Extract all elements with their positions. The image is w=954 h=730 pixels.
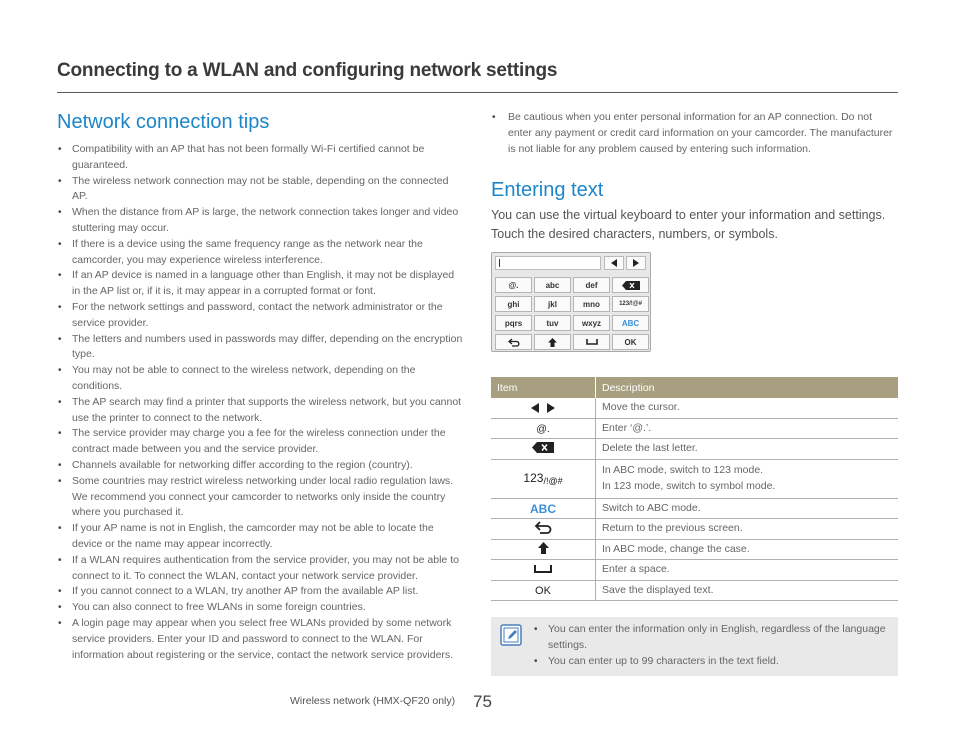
caution-list — [491, 110, 898, 157]
key-backspace — [612, 277, 649, 293]
backspace-icon — [622, 281, 640, 290]
page-title: Connecting to a WLAN and configuring network settings — [57, 60, 558, 81]
cursor-left-button — [604, 256, 624, 270]
row-description: In 123 mode, switch to symbol mode. — [602, 479, 776, 492]
page-number: 75 — [473, 692, 492, 711]
space-icon — [586, 339, 598, 345]
row-item: @. — [491, 418, 596, 439]
column-header-description: Description — [596, 377, 899, 398]
table-row — [491, 398, 898, 418]
list-item: • The AP search may find a printer that supports the wireless network, but you cannot use the printer to connect to the network. — [57, 395, 463, 427]
key-def: def — [573, 277, 610, 293]
list-item: • Channels available for networking differ according to the region (country). — [57, 458, 463, 474]
title-divider — [57, 92, 898, 93]
note-box — [491, 617, 898, 676]
table-row — [491, 498, 898, 519]
list-item: • If your AP name is not in English, the camcorder may not be able to locate the device or the name may appear incorrectly. — [57, 521, 463, 553]
network-tips-section — [57, 111, 463, 663]
list-item: • If a WLAN requires authentication from the service provider, you may not be able to connect to it. To connect the WLAN, contact your network service provider. — [57, 553, 463, 585]
list-item: • If an AP device is named in a language other than English, it may not be displayed in the AP list or, if it is, it may appear in a corrupted format or font. — [57, 268, 463, 300]
table-row — [491, 459, 898, 498]
column-header-item: Item — [491, 377, 596, 398]
row-description: Save the displayed text. — [596, 580, 899, 601]
row-description: Switch to ABC mode. — [596, 498, 899, 519]
list-item: • A login page may appear when you select free WLANs provided by some network service providers. Enter your ID and password to connect to the WLAN. For information about registering or the service, contact the network service providers. — [57, 616, 463, 663]
return-icon — [508, 338, 520, 347]
key-mno: mno — [573, 296, 610, 312]
space-icon — [534, 565, 552, 573]
shift-icon — [538, 542, 549, 554]
list-item: • The wireless network connection may not be stable, depending on the connected AP. — [57, 174, 463, 206]
table-row — [491, 580, 898, 601]
key-jkl: jkl — [534, 296, 571, 312]
shift-icon — [548, 338, 557, 347]
table-row — [491, 418, 898, 439]
key-123-symbols: 123/!@# — [612, 296, 649, 312]
key-ghi: ghi — [495, 296, 532, 312]
backspace-icon — [532, 442, 554, 453]
list-item: • The service provider may charge you a fee for the wireless connection under the contract made between you and the service provider. — [57, 426, 463, 458]
key-space — [573, 334, 610, 350]
key-ABC: ABC — [612, 315, 649, 331]
note-pencil-icon — [500, 624, 522, 646]
row-item: 123 — [523, 471, 544, 486]
list-item: • If there is a device using the same frequency range as the network near the camcorder, you may experience wireless interference. — [57, 237, 463, 269]
key-abc: abc — [534, 277, 571, 293]
key-at-dot: @. — [495, 277, 532, 293]
key-return — [495, 334, 532, 350]
list-item: • You can enter the information only in English, regardless of the language settings. — [533, 622, 893, 654]
cursor-right-button — [626, 256, 646, 270]
row-description: Enter a space. — [596, 560, 899, 581]
list-item: • If you cannot connect to a WLAN, try another AP from the available AP list. — [57, 584, 463, 600]
table-row — [491, 439, 898, 460]
keyboard-keys — [495, 277, 649, 350]
key-tuv: tuv — [534, 315, 571, 331]
list-item: • For the network settings and password, contact the network administrator or the service provider. — [57, 300, 463, 332]
virtual-keyboard-illustration — [491, 252, 651, 352]
row-description: In ABC mode, switch to 123 mode. — [602, 464, 764, 477]
list-item: • Some countries may restrict wireless networking under local radio regulation laws. We recommend you connect your camcorder to networks only inside the country where you purchased it. — [57, 474, 463, 521]
keyboard-items-table — [491, 377, 898, 601]
row-item-sub: /!@# — [543, 476, 563, 487]
text-field — [495, 256, 601, 270]
list-item: • Be cautious when you enter personal information for an AP connection. Do not enter any payment or credit card information on your camcorder. The manufacturer is not liable for any problem caused by entering such information. — [491, 110, 898, 157]
row-item: OK — [491, 580, 596, 601]
list-item: • You can also connect to free WLANs in some foreign countries. — [57, 600, 463, 616]
row-description: Move the cursor. — [596, 398, 899, 418]
list-item: • The letters and numbers used in passwords may differ, depending on the encryption type. — [57, 332, 463, 364]
text-cursor — [499, 259, 500, 267]
note-list — [533, 622, 893, 669]
footer-label: Wireless network (HMX-QF20 only) — [290, 695, 456, 707]
list-item: • When the distance from AP is large, the network connection takes longer and video stuttering may occur. — [57, 205, 463, 237]
list-item: • You can enter up to 99 characters in the text field. — [533, 654, 893, 670]
list-item: • Compatibility with an AP that has not been formally Wi-Fi certified cannot be guaranteed. — [57, 142, 463, 174]
row-description: Return to the previous screen. — [596, 519, 899, 540]
key-shift — [534, 334, 571, 350]
row-description: Delete the last letter. — [596, 439, 899, 460]
cursor-arrows-icon — [531, 402, 556, 414]
table-row — [491, 519, 898, 540]
table-header-row — [491, 377, 898, 398]
row-description: In ABC mode, change the case. — [596, 539, 899, 560]
table-row — [491, 560, 898, 581]
key-pqrs: pqrs — [495, 315, 532, 331]
entering-text-section — [491, 110, 898, 676]
row-description: Enter ‘@.’. — [596, 418, 899, 439]
table-row — [491, 539, 898, 560]
key-ok: OK — [612, 334, 649, 350]
return-icon — [534, 521, 552, 534]
entering-text-intro: You can use the virtual keyboard to enter your information and settings. Touch the desired characters, numbers, or symbols. — [491, 208, 886, 241]
key-wxyz: wxyz — [573, 315, 610, 331]
network-tips-heading: Network connection tips — [57, 111, 270, 133]
entering-text-heading: Entering text — [491, 179, 604, 202]
row-item: ABC — [491, 498, 596, 519]
list-item: • You may not be able to connect to the wireless network, depending on the conditions. — [57, 363, 463, 395]
network-tips-list — [57, 142, 463, 663]
